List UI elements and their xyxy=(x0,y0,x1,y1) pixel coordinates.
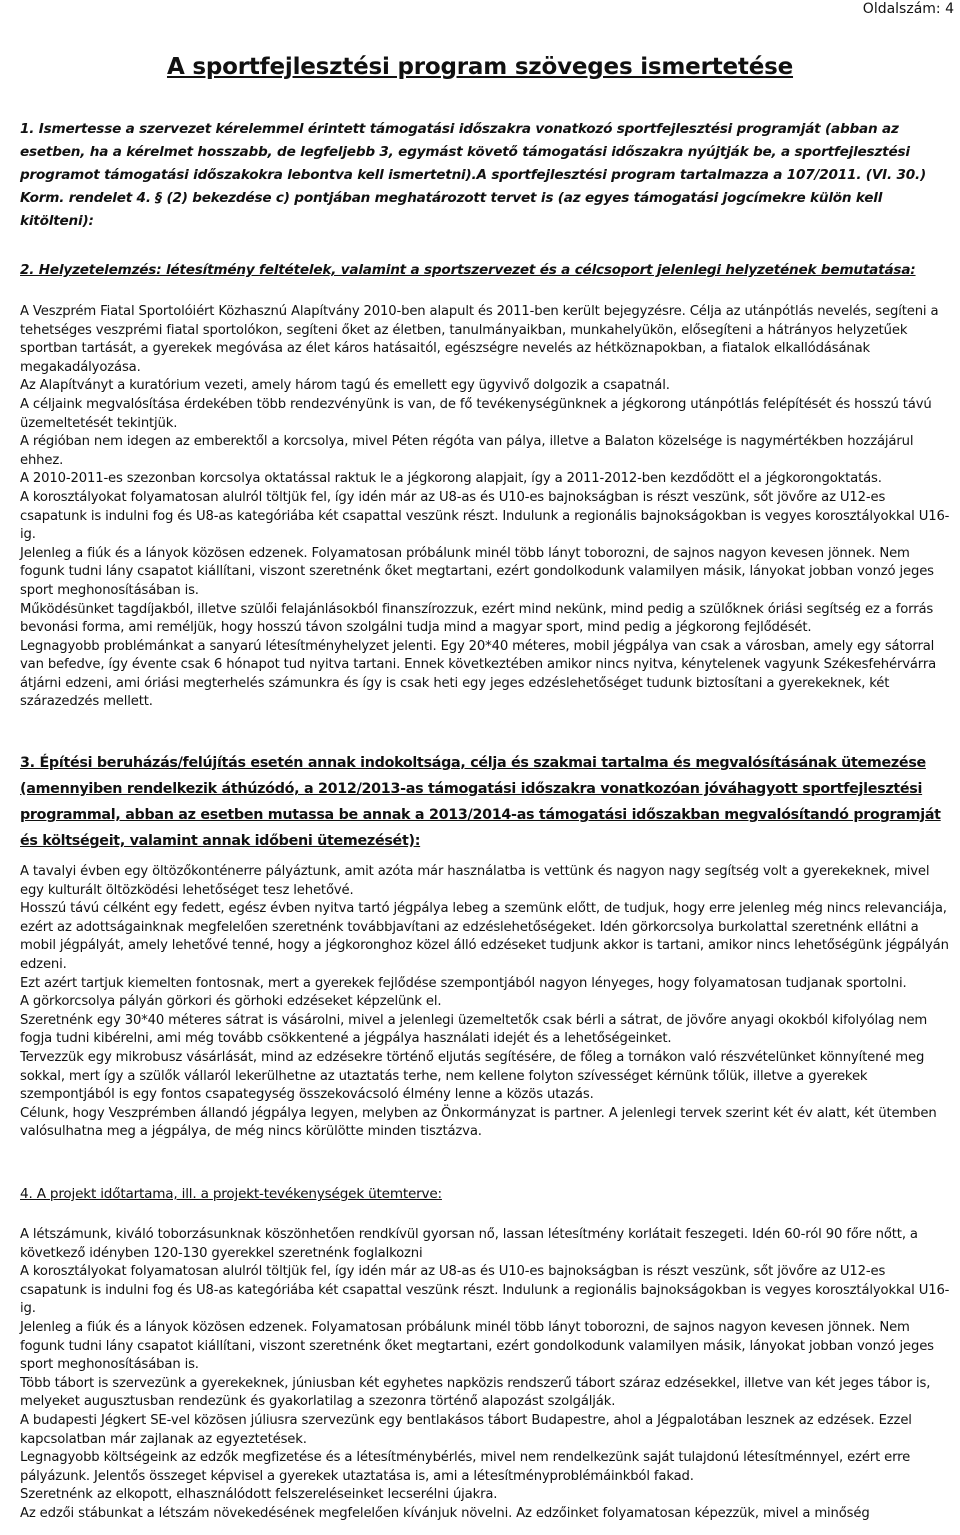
paragraph: Tervezzük egy mikrobusz vásárlását, mind az edzésekre történő eljutás segítésére, de főleg a tornákon való részvételünket könnyítené meg sokkal, mert így a szülők vállaról lekerülhetne az utaztatás terhe, nem kellene folyton szívességet kérnünk tőlük, illetve a gyerekek szempontjából is egy fontos csapategység összekovácsoló élmény lenne a közös utazás. xyxy=(20,1049,925,1103)
paragraph: A korosztályokat folyamatosan alulról töltjük fel, így idén már az U8-as és U10-es bajnokságban is részt veszünk, sőt jövőre az U12-es csapatunk is indulni fog és U8-as kategóriába két csapattal veszünk részt. Indulunk a regionális bajnokságokban is vegyes korosztályokkal U16-ig. xyxy=(20,489,950,543)
paragraph: Hosszú távú célként egy fedett, egész évben nyitva tartó jégpálya lebeg a szemünk előtt, de tudjuk, hogy erre jelenleg még nincs relevanciája, ezért az adottságainknak megfelelően szeretnénk továbbjavítani az edzéslehetőségeket. Idén görkorcsolya burkolattal szeretnénk ellátni a mobil jégpályát, amely lehetővé tenné, hogy a jégkoronghoz közel álló edzéseket tudjunk akkor is tartani, amikor nincs lehetőségünk jégpályán edzeni. xyxy=(20,901,949,972)
paragraph: A céljaink megvalósítása érdekében több rendezvényünk is van, de fő tevékenységünknek a jégkorong utánpótlás felépítését és hosszú távú üzemeltetését tekintjük. xyxy=(20,396,932,431)
paragraph: Jelenleg a fiúk és a lányok közösen edzenek. Folyamatosan próbálunk minél több lányt toborozni, de sajnos nagyon kevesen jönnek. Nem fogunk tudni lány csapatot kiállítani, viszont szeretnénk őket megtartani, ezért gondolkodunk valamilyen másik, lányokat jobban vonzó jeges sport meghonosításában is. xyxy=(20,545,934,598)
section-3-body xyxy=(20,863,950,1142)
section-3-heading: 3. Építési beruházás/felújítás esetén annak indokoltsága, célja és szakmai tartalma és megvalósításának ütemezése (amennyiben rendelkezik áthúzódó, a 2012/2013-as támogatási időszakra vonatkozóan jóváhagyott sportfejlesztési programmal, abban az esetben mutassa be annak a 2013/2014-as támogatási időszakban megvalósítandó programját és költségeit, valamint annak időbeni ütemezését): xyxy=(20,755,941,849)
paragraph: Ezt azért tartjuk kiemelten fontosnak, mert a gyerekek fejlődése szempontjából nagyon lényeges, hogy folyamatosan tudjanak sportolni. xyxy=(20,975,907,991)
paragraph: A tavalyi évben egy öltözőkonténerre pályáztunk, amit azóta már használatba is vettünk és nagyon nagy segítség volt a gyerekeknek, mivel egy kulturált öltözködési lehetőséget tesz lehetővé. xyxy=(20,864,930,898)
paragraph: A budapesti Jégkert SE-vel közösen júliusra szervezünk egy bentlakásos tábort Budapestre, ahol a Jégpalotában lesznek az edzések. Ezzel kapcsolatban már zajlanak az egyeztetések. xyxy=(20,1412,912,1447)
paragraph: Legnagyobb problémánkat a sanyarú létesítményhelyzet jelenti. Egy 20*40 méteres, mobil jégpálya van csak a városban, amely egy sátorral van befedve, így évente csak 6 hónapot tud nyitva tartani. Ennek következtében amikor nincs nyitva, kénytelenek vagyunk Székesfehérvárra átjárni edzeni, ami óriási megterhelés számunkra és így is csak heti egy jeges edzéslehetőséget tudunk biztosítani a gyerekeknek, két szárazedzés mellett. xyxy=(20,638,937,710)
section-2-heading: 2. Helyzetelemzés: létesítmény feltételek, valamint a sportszervezet és a célcsoport jelenlegi helyzetének bemutatása: xyxy=(20,262,916,278)
paragraph: A korosztályokat folyamatosan alulról töltjük fel, így idén már az U8-as és U10-es bajnokságban is részt veszünk, sőt jövőre az U12-es csapatunk is indulni fog és U8-as kategóriába két csapattal veszünk részt. Indulunk a regionális bajnokságokban is vegyes korosztályokkal U16-ig. xyxy=(20,1264,950,1317)
paragraph: Az Alapítványt a kuratórium vezeti, amely három tagú és emellett egy ügyvivő dolgozik a csapatnál. xyxy=(20,378,670,394)
paragraph: A régióban nem idegen az emberektől a korcsolya, mivel Péten régóta van pálya, illetve a Balaton közelsége is nagymértékben hozzájárul ehhez. xyxy=(20,434,914,468)
section-4-heading: 4. A projekt időtartama, ill. a projekt-tevékenységek ütemterve: xyxy=(20,1186,442,1202)
paragraph: A 2010-2011-es szezonban korcsolya oktatással raktuk le a jégkorong alapjait, így a 2011-2012-ben kezdődött el a jégkorongoktatás. xyxy=(20,471,882,487)
paragraph: Működésünket tagdíjakból, illetve szülői felajánlásokból finanszírozzuk, ezért mind nekünk, mind pedig a szülőknek óriási segítség ez a forrás bevonási forma, ami reméljük, hogy hosszú távon szolgálni tudja mind a magyar sport, mind pedig a jégkorong fejlődését. xyxy=(20,601,934,636)
paragraph: Célunk, hogy Veszprémben állandó jégpálya legyen, melyben az Önkormányzat is partner. A jelenlegi tervek szerint két év alatt, két ütemben valósulhatna meg a jégpálya, de még nincs körülötte minden tisztázva. xyxy=(20,1105,937,1140)
document-title: A sportfejlesztési program szöveges ismertetése xyxy=(166,54,794,80)
section-4-body xyxy=(20,1226,950,1524)
section-2-body xyxy=(20,303,950,712)
paragraph: Szeretnénk egy 30*40 méteres sátrat is vásárolni, mivel a jelenlegi üzemeltetők csak bérli a sátrat, de jövőre anyagi okokból kifolyólag nem fogja tudni kibérelni, ami még tovább csökkentené a jégpálya használati idejét és a lehetőségeinket. xyxy=(20,1012,928,1047)
paragraph: A görkorcsolya pályán görkori és görhoki edzéseket képzelünk el. xyxy=(20,994,442,1010)
paragraph: Több tábort is szervezünk a gyerekeknek, júniusban két egyhetes napközis rendszerű tábort száraz edzésekkel, illetve van két jeges tábor is, melyeket augusztusban rendezünk és gyakorlatilag a szezonra történő alapozást szolgálják. xyxy=(20,1375,931,1410)
paragraph: A létszámunk, kiváló toborzásunknak köszönhetően rendkívül gyorsan nő, lassan létesítmény korlátait feszegeti. Idén 60-ról 90 főre nőtt, a következő idényben 120-130 gyerekkel szeretnénk foglalkozni xyxy=(20,1227,918,1261)
paragraph: Legnagyobb költségeink az edzők megfizetése és a létesítménybérlés, mivel nem rendelkezünk saját tulajdonú létesítménnyel, ezért erre pályázunk. Jelentős összeget képvisel a gyerekek utaztatása is, ami a létesítményproblémáinkból fakad. xyxy=(20,1450,911,1484)
paragraph: Szeretnénk az elkopott, elhasználódott felszereléseinket lecserélni újakra. xyxy=(20,1487,498,1503)
paragraph: Jelenleg a fiúk és a lányok közösen edzenek. Folyamatosan próbálunk minél több lányt toborozni, de sajnos nagyon kevesen jönnek. Nem fogunk tudni lány csapatot kiállítani, viszont szeretnénk őket megtartani, ezért gondolkodunk valamilyen másik, lányokat jobban vonzó jeges sport meghonosításában is. xyxy=(20,1319,934,1373)
page-number: Oldalszám: 4 xyxy=(862,1,954,17)
paragraph: Az edzői stábunkat a létszám növekedésének megfelelően kívánjuk növelni. Az edzőinket folyamatosan képezzük, mivel a minőség xyxy=(20,1505,870,1521)
paragraph: A Veszprém Fiatal Sportolóiért Közhasznú Alapítvány 2010-ben alapult és 2011-ben került bejegyzésre. Célja az utánpótlás nevelés, segíteni a tehetséges veszprémi fiatal sportolókon, segíteni őket az életben, tanulmányaikban, munkahelyükön, elősegíteni a hátrányos helyzetűek sportban tartását, a gyerekek megóvása az élet káros hatásaitól, egészségre nevelés az hétköznapokban, a fiatalok elkallódásának megakadályozása. xyxy=(20,304,939,375)
section-1-heading: 1. Ismertesse a szervezet kérelemmel érintett támogatási időszakra vonatkozó sportfejlesztési programját (abban az esetben, ha a kérelmet hosszabb, de legfeljebb 3, egymást követő támogatási időszakra nyújtják be, a sportfejlesztési programot támogatási időszakokra lebontva kell ismertetni).A sportfejlesztési program tartalmazza a 107/2011. (VI. 30.) Korm. rendelet 4. § (2) bekezdése c) pontjában meghatározott tervet is (az egyes támogatási jogcímekre külön kell kitölteni): xyxy=(20,121,926,229)
